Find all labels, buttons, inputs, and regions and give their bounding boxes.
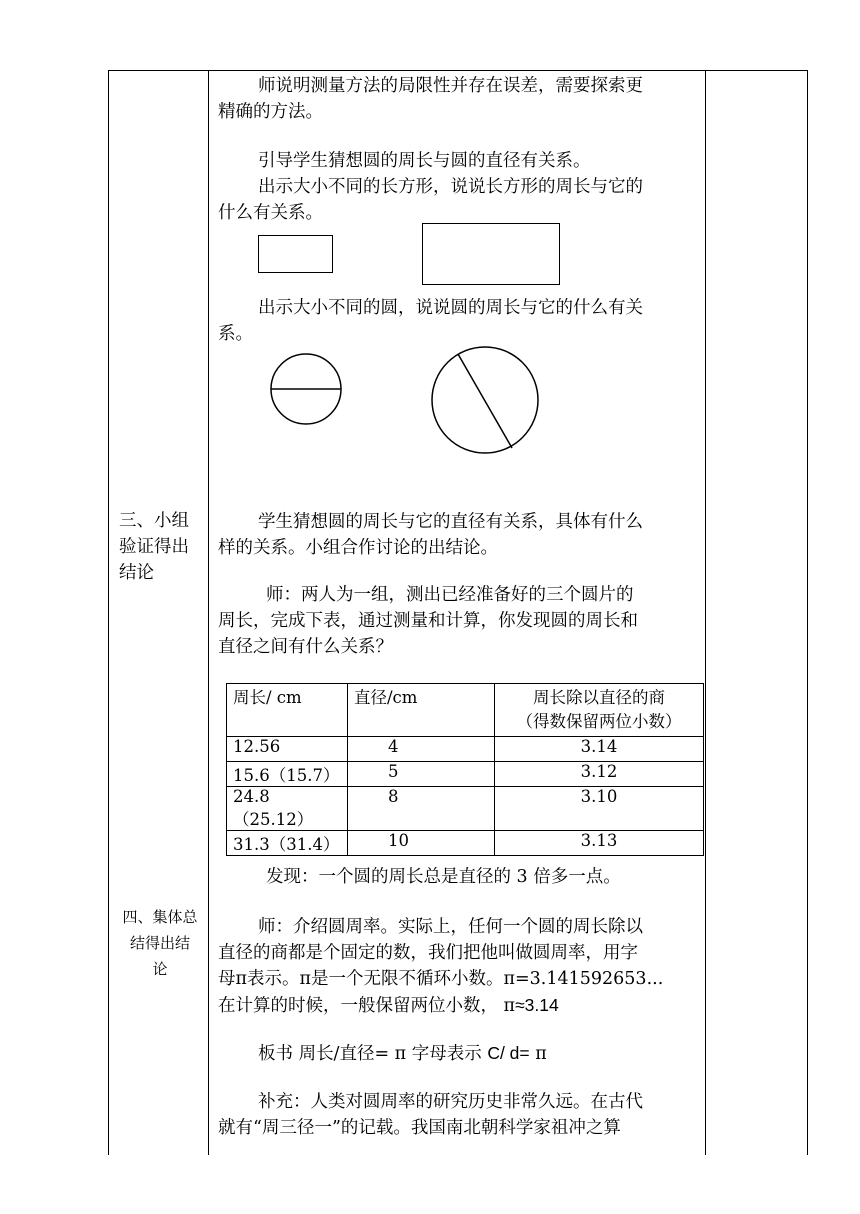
table-cell: 3.14 [495, 737, 704, 762]
table-row [227, 831, 704, 856]
measurement-table [226, 683, 704, 856]
paragraph: 补充：人类对圆周率的研究历史非常久远。在古代 [258, 1092, 643, 1112]
table-row [227, 737, 704, 762]
paragraph: 就有“周三径一”的记载。我国南北朝科学家祖冲之算 [218, 1118, 621, 1138]
column-divider [208, 71, 209, 1155]
paragraph: 师：介绍圆周率。实际上，任何一个圆的周长除以 [258, 917, 643, 937]
paragraph: 什么有关系。 [218, 203, 323, 223]
paragraph: 引导学生猜想圆的周长与圆的直径有关系。 [258, 151, 591, 171]
header-cell: 周长/ cm [227, 684, 348, 737]
table-cell: 12.56 [227, 737, 348, 762]
header-cell: 周长除以直径的商 （得数保留两位小数） [495, 684, 704, 737]
paragraph: 周长，完成下表，通过测量和计算，你发现圆的周长和 [218, 611, 638, 631]
column-divider [705, 71, 706, 1155]
table-header-row [227, 684, 704, 737]
paragraph: 样的关系。小组合作讨论的出结论。 [218, 538, 498, 558]
paragraph: 在计算的时候，一般保留两位小数， π≈3.14 [218, 995, 559, 1016]
table-cell: 3.10 [495, 787, 704, 831]
paragraph: 出示大小不同的圆，说说圆的周长与它的什么有关 [258, 298, 643, 318]
table-cell: 3.13 [495, 831, 704, 856]
paragraph: 出示大小不同的长方形，说说长方形的周长与它的 [258, 177, 643, 197]
table-cell: 10 [348, 831, 495, 856]
table-cell: 8 [348, 787, 495, 831]
table-cell: 15.6（15.7） [227, 762, 348, 787]
paragraph: 母π表示。π是一个无限不循环小数。π=3.141592653... [218, 969, 664, 989]
blackboard-formula: 板书 周长/直径= π 字母表示 C/ d= π [258, 1043, 547, 1064]
large-rectangle-figure [422, 223, 560, 285]
large-circle-diameter [458, 354, 512, 448]
small-rectangle-figure [258, 235, 333, 273]
table-cell: 3.12 [495, 762, 704, 787]
table-cell: 5 [348, 762, 495, 787]
paragraph: 直径之间有什么关系？ [218, 637, 393, 657]
table-cell: 24.8（25.12） [227, 787, 348, 831]
table-row [227, 787, 704, 831]
table-cell: 31.3（31.4） [227, 831, 348, 856]
header-cell: 直径/cm [348, 684, 495, 737]
paragraph: 师说明测量方法的局限性并存在误差，需要探索更 [258, 76, 643, 96]
table-row [227, 762, 704, 787]
paragraph: 系。 [218, 324, 253, 344]
paragraph: 直径的商都是个固定的数，我们把他叫做圆周率，用字 [218, 943, 638, 963]
paragraph: 师：两人为一组，测出已经准备好的三个圆片的 [266, 585, 634, 605]
paragraph: 发现：一个圆的周长总是直径的 3 倍多一点。 [266, 867, 621, 887]
section-3-label: 三、小组 验证得出 结论 [119, 511, 189, 583]
table-cell: 4 [348, 737, 495, 762]
paragraph: 精确的方法。 [218, 102, 323, 122]
paragraph: 学生猜想圆的周长与它的直径有关系，具体有什么 [258, 512, 643, 532]
section-4-label: 四、集体总 结得出结 论 [122, 908, 198, 978]
circles-figure [260, 340, 560, 460]
